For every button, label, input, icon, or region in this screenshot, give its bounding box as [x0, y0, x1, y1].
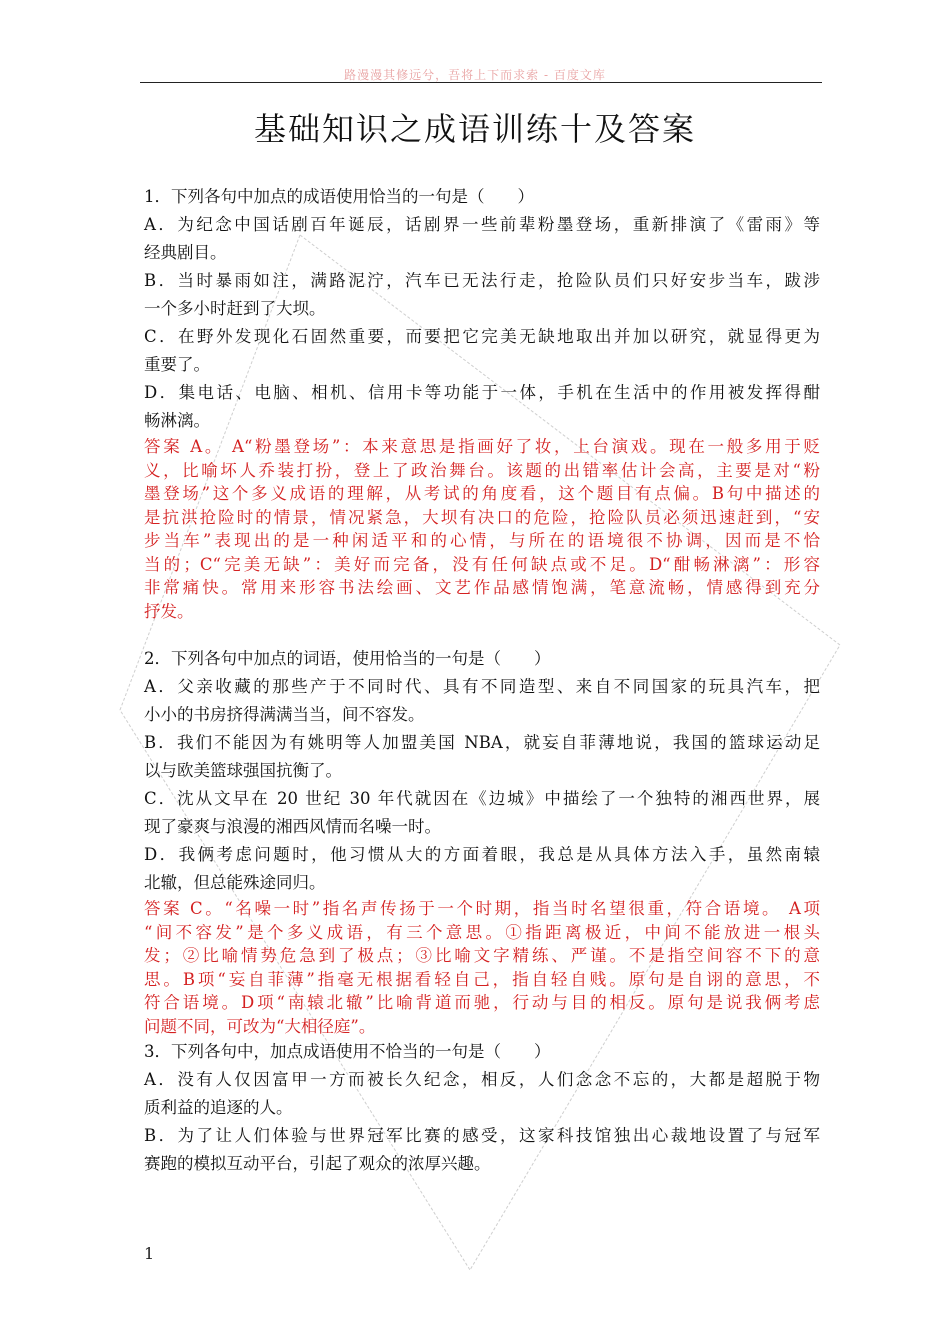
question-1-option-d-line-1: D．集电话、电脑、相机、信用卡等功能于一体，手机在生活中的作用被发挥得酣 [144, 383, 820, 402]
question-2-option-b-line-2: 以与欧美篮球强国抗衡了。 [144, 761, 342, 780]
answer-line: 发；②比喻情势危急到了极点；③比喻文字精练、严谨。不是指空间容不下的意 [144, 946, 820, 965]
question-2-stem: 2．下列各句中加点的词语，使用恰当的一句是（ ） [144, 649, 551, 668]
question-3-option-b-line-2: 赛跑的模拟互动平台，引起了观众的浓厚兴趣。 [144, 1154, 491, 1173]
question-1-option-d-line-2: 畅淋漓。 [144, 411, 210, 430]
answer-line: 义，比喻坏人乔装打扮，登上了政治舞台。该题的出错率估计会高，主要是对“粉 [144, 460, 820, 480]
question-2-option-c-line-1: C．沈从文早在 20 世纪 30 年代就因在《边城》中描绘了一个独特的湘西世界，展 [144, 789, 820, 808]
question-3-option-a-line-1: A．没有人仅因富甲一方而被长久纪念，相反，人们念念不忘的，大都是超脱于物 [144, 1070, 820, 1089]
question-3-option-b-line-1: B．为了让人们体验与世界冠军比赛的感受，这家科技馆独出心裁地设置了与冠军 [144, 1126, 820, 1145]
answer-line: 答案 A。 A“粉墨登场”：本来意思是指画好了妆，上台演戏。现在一般多用于贬 [144, 437, 820, 456]
answer-line: 思。B项“妄自菲薄”指毫无根据看轻自己，指自轻自贱。原句是自诩的意思，不 [144, 969, 820, 989]
question-2-option-a-line-2: 小小的书房挤得满满当当，间不容发。 [144, 705, 425, 724]
question-1-option-a-line-1: A．为纪念中国话剧百年诞辰，话剧界一些前辈粉墨登场，重新排演了《雷雨》等 [144, 215, 820, 234]
question-1-option-b-line-2: 一个多小时赶到了大坝。 [144, 299, 326, 318]
answer-line: 当的；C“完美无缺”：美好而完备，没有任何缺点或不足。D“酣畅淋漓”：形容 [144, 554, 820, 574]
section-spacer [144, 623, 820, 645]
answer-line: 答案 C。“名噪一时”指名声传扬于一个时期，指当时名望很重，符合语境。 A项 [144, 899, 820, 918]
question-2-option-d-line-1: D．我俩考虑问题时，他习惯从大的方面着眼，我总是从具体方法入手，虽然南辕 [144, 845, 820, 864]
question-2-option-b-line-1: B．我们不能因为有姚明等人加盟美国 NBA，就妄自菲薄地说，我国的篮球运动足 [144, 733, 820, 752]
page-number: 1 [144, 1244, 155, 1263]
question-1-stem: 1．下列各句中加点的成语使用恰当的一句是（ ） [144, 187, 534, 206]
question-1-option-a-line-2: 经典剧目。 [144, 243, 227, 262]
question-2-answer [144, 897, 820, 1038]
answer-line: 墨登场”这个多义成语的理解，从考试的角度看，这个题目有点偏。B句中描述的 [144, 484, 820, 503]
answer-line: 符合语境。D项“南辕北辙”比喻背道而驰，行动与目的相反。原句是说我俩考虑 [144, 993, 820, 1012]
answer-line: 抒发。 [144, 601, 194, 621]
question-3-stem: 3．下列各句中，加点成语使用不恰当的一句是（ ） [144, 1042, 551, 1061]
document-title: 基础知识之成语训练十及答案 [253, 110, 696, 148]
question-1-option-c-line-2: 重要了。 [144, 355, 210, 374]
answer-line: 步当车”表现出的是一种闲适平和的心情，与所在的语境很不协调，因而是不恰 [144, 531, 820, 550]
answer-line: “间不容发”是个多义成语，有三个意思。①指距离极近，中间不能放进一根头 [144, 922, 820, 942]
question-2-option-c-line-2: 现了豪爽与浪漫的湘西风情而名噪一时。 [144, 817, 441, 836]
page-header: 路漫漫其修远兮，吾将上下而求索 - 百度文库 [344, 68, 606, 82]
question-1-answer [144, 435, 820, 623]
document-body [144, 183, 820, 1178]
header-rule [140, 82, 822, 83]
question-1-option-b-line-1: B．当时暴雨如注，满路泥泞，汽车已无法行走，抢险队员们只好安步当车，跋涉 [144, 271, 820, 290]
question-2-option-a-line-1: A．父亲收藏的那些产于不同时代、具有不同造型、来自不同国家的玩具汽车，把 [144, 677, 820, 696]
answer-line: 问题不同，可改为“大相径庭”。 [144, 1016, 376, 1036]
question-3-option-a-line-2: 质利益的追逐的人。 [144, 1098, 293, 1117]
answer-line: 是抗洪抢险时的情景，情况紧急，大坝有决口的危险，抢险队员必须迅速赶到，“安 [144, 507, 820, 527]
answer-line: 非常痛快。常用来形容书法绘画、文艺作品感情饱满，笔意流畅，情感得到充分 [144, 578, 820, 597]
question-2-option-d-line-2: 北辙，但总能殊途同归。 [144, 873, 326, 892]
question-1-option-c-line-1: C．在野外发现化石固然重要，而要把它完美无缺地取出并加以研究，就显得更为 [144, 327, 820, 346]
